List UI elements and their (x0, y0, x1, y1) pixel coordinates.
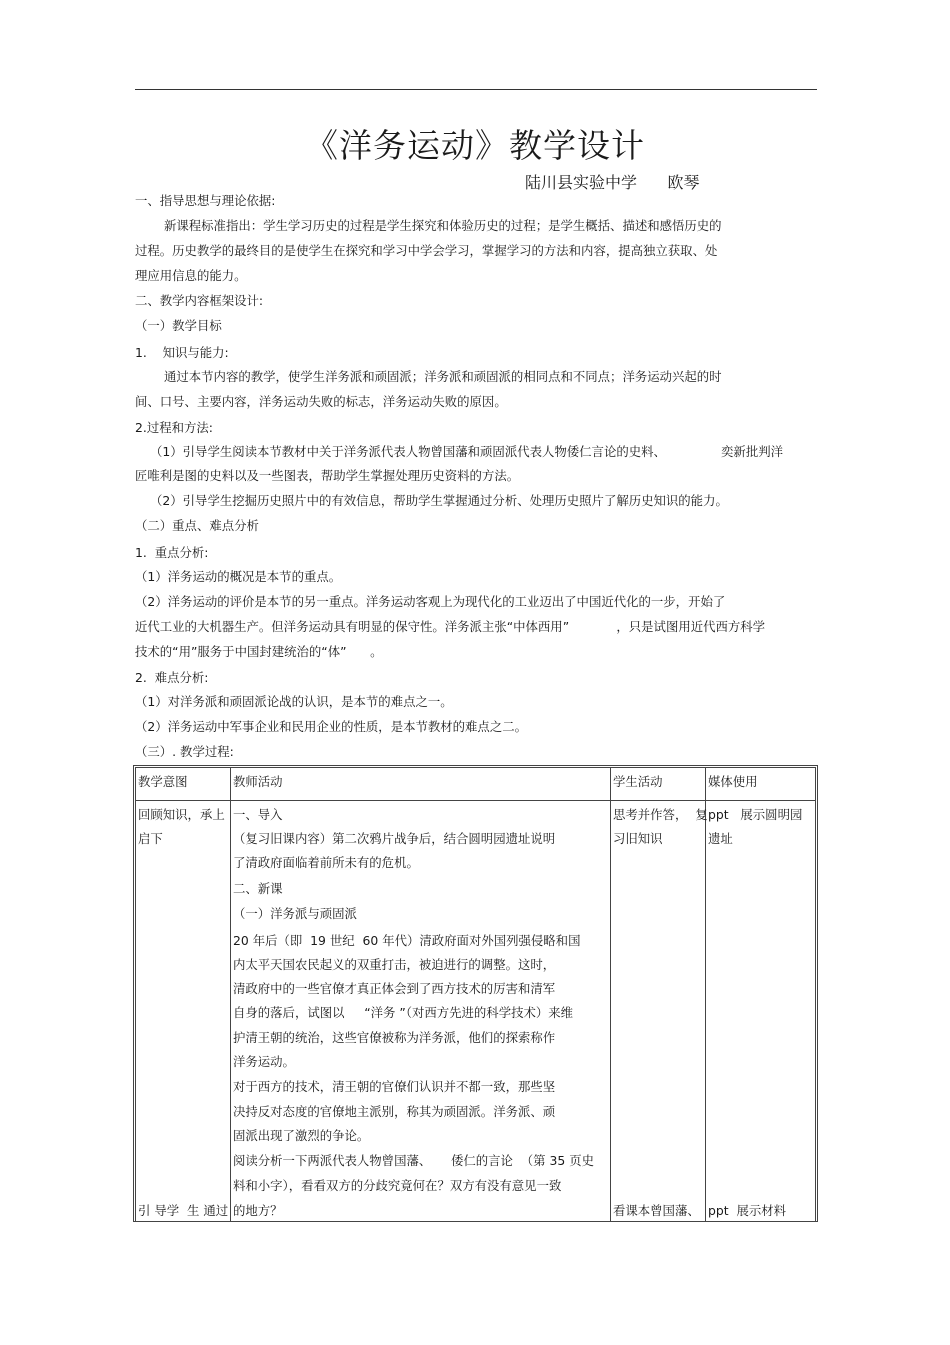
cell-line: 料和小字），看看双方的分歧究竟何在？双方有没有意见一致 (233, 1178, 562, 1193)
paragraph-line: 新课程标准指出：学生学习历史的过程是学生探究和体验历史的过程；是学生概括、描述和感悟历史的 (164, 218, 722, 233)
table-row (136, 801, 816, 1222)
cell-line: 清政府中的一些官僚才真正体会到了西方技术的厉害和清军 (233, 981, 556, 996)
cell-line: 二、新课 (233, 881, 283, 896)
cell-line: 了清政府面临着前所未有的危机。 (233, 855, 419, 870)
item-heading: 1. 知识与能力: (135, 345, 229, 360)
paragraph-line: 过程。历史教学的最终目的是使学生在探究和学习中学会学习，掌握学习的方法和内容，提高独立获取、处 (135, 243, 718, 258)
subsection-heading: （二）重点、难点分析 (135, 518, 259, 533)
header-media: 媒体使用 (706, 768, 816, 801)
document-title: 《洋务运动》教学设计 (305, 126, 645, 165)
cell-line: 的地方？ (233, 1203, 283, 1218)
subsection-heading: （一）教学目标 (135, 318, 222, 333)
teacher-cell (231, 801, 611, 1222)
paragraph-line: 通过本节内容的教学，使学生洋务派和顽固派；洋务派和顽固派的相同点和不同点；洋务运动兴起的时 (164, 369, 722, 384)
cell-line: 看课本曾国藩、 (613, 1203, 700, 1218)
cell-line: （复习旧课内容）第二次鸦片战争后，结合圆明园遗址说明 (233, 831, 556, 846)
paragraph-line: （1）对洋务派和顽固派论战的认识，是本节的难点之一。 (135, 694, 453, 709)
cell-line: ppt 展示圆明园 (708, 807, 803, 822)
cell-line: 回顾知识，承上 (138, 807, 225, 822)
cell-line: 一、导入 (233, 807, 283, 822)
media-cell (706, 801, 816, 1222)
paragraph-line: 技术的“用”服务于中国封建统治的“体” 。 (135, 644, 383, 659)
header-student: 学生活动 (611, 768, 706, 801)
paragraph-line: 匠唯利是图的史料以及一些图表，帮助学生掌握处理历史资料的方法。 (135, 468, 520, 483)
cell-line: 固派出现了激烈的争论。 (233, 1128, 370, 1143)
paragraph-line: 间、口号、主要内容，洋务运动失败的标志，洋务运动失败的原因。 (135, 394, 507, 409)
cell-line: 思考并作答， 复 (613, 807, 708, 822)
section-heading-1: 一、指导思想与理论依据: (135, 193, 276, 208)
student-cell (611, 801, 706, 1222)
cell-line: 自身的落后，试图以 “洋务 ”（对西方先进的科学技术）来维 (233, 1005, 574, 1020)
cell-line: 洋务运动。 (233, 1054, 295, 1069)
cell-line: 内太平天国农民起义的双重打击，被迫进行的调整。这时， (233, 957, 556, 972)
cell-line: 对于西方的技术，清王朝的官僚们认识并不都一致，那些坚 (233, 1079, 556, 1094)
paragraph-line: 近代工业的大机器生产。但洋务运动具有明显的保守性。洋务派主张“中体西用” ，只是试图用近代西方科学 (135, 619, 766, 634)
paragraph-line: （1）洋务运动的概况是本节的重点。 (135, 569, 342, 584)
header-teacher: 教师活动 (231, 768, 611, 801)
cell-line: 护清王朝的统治，这些官僚被称为洋务派，他们的探索称作 (233, 1030, 556, 1045)
item-heading: 1. 重点分析: (135, 545, 209, 560)
paragraph-line: （2）洋务运动的评价是本节的另一重点。洋务运动客观上为现代化的工业迈出了中国近代化的一步，开始了 (135, 594, 726, 609)
cell-line: 习旧知识 (613, 831, 663, 846)
item-heading: 2.过程和方法: (135, 420, 213, 435)
teaching-process-table (135, 767, 816, 1222)
cell-line: ppt 展示材料 (708, 1203, 787, 1218)
cell-line: 遗址 (708, 831, 733, 846)
header-intent: 教学意图 (136, 768, 231, 801)
cell-line: 决持反对态度的官僚地主派别，称其为顽固派。洋务派、顽 (233, 1104, 556, 1119)
author-line: 陆川县实验中学 欧琴 (525, 173, 700, 192)
section-heading-2: 二、教学内容框架设计: (135, 293, 264, 308)
table-header-row (136, 768, 816, 801)
item-heading: 2. 难点分析: (135, 670, 209, 685)
cell-line: 启下 (138, 831, 163, 846)
cell-line: 20 年后（即 19 世纪 60 年代）清政府面对外国列强侵略和国 (233, 933, 581, 948)
paragraph-line: （1）引导学生阅读本节教材中关于洋务派代表人物曾国藩和顽固派代表人物倭仁言论的史料、 奕新批判洋 (150, 444, 783, 459)
cell-line: 引 导学 生 通过 (138, 1203, 229, 1218)
intent-cell (136, 801, 231, 1222)
subsection-heading: （三）. 教学过程: (135, 744, 234, 759)
paragraph-line: （2）洋务运动中军事企业和民用企业的性质，是本节教材的难点之二。 (135, 719, 527, 734)
cell-line: 阅读分析一下两派代表人物曾国藩、 倭仁的言论 （第 35 页史 (233, 1153, 594, 1168)
paragraph-line: （2）引导学生挖掘历史照片中的有效信息，帮助学生掌握通过分析、处理历史照片了解历史知识的能力。 (150, 493, 728, 508)
paragraph-line: 理应用信息的能力。 (135, 268, 247, 283)
cell-line: （一）洋务派与顽固派 (233, 906, 357, 921)
header-rule (135, 89, 817, 90)
